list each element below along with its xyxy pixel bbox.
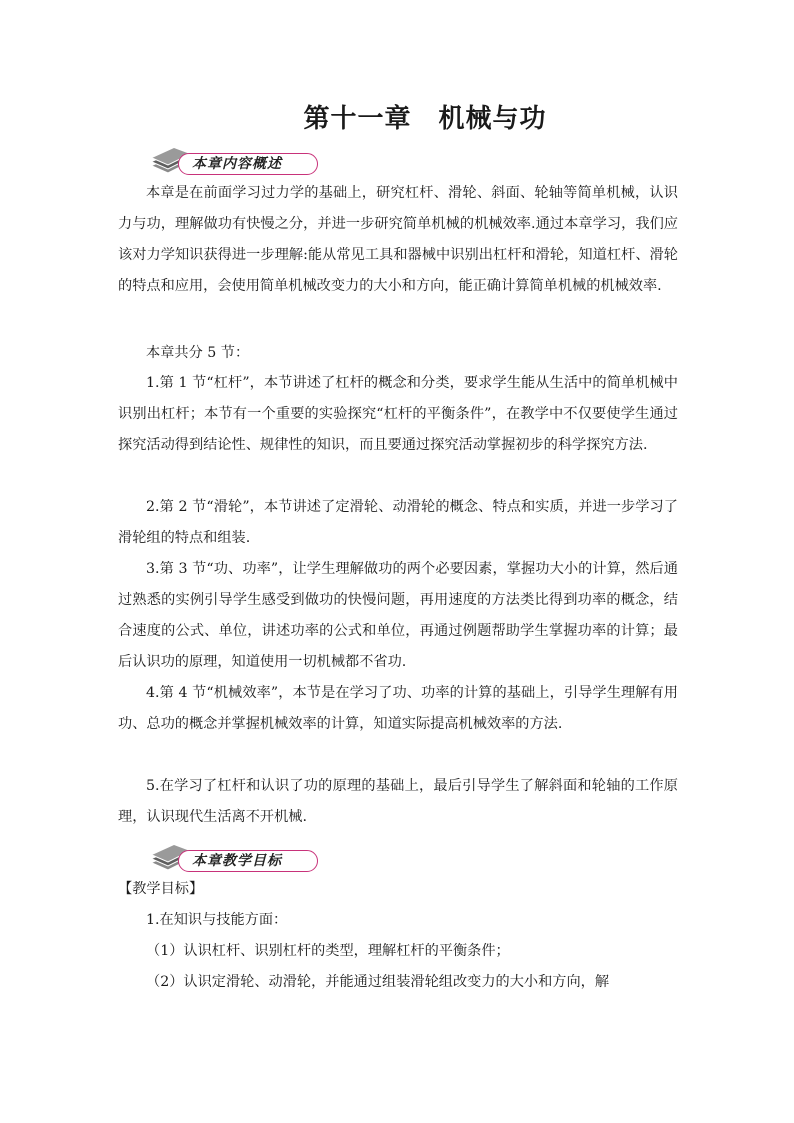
section-badge-overview <box>148 146 320 178</box>
intro-paragraph: 本章是在前面学习过力学的基础上，研究杠杆、滑轮、斜面、轮轴等简单机械，认识力与功，理解做功有快慢之分，并进一步研究简单机械的机械效率.通过本章学习，我们应该对力学知识获得进一步理解:能从常见工具和器械中识别出杠杆和滑轮，知道杠杆、滑轮的特点和应用，会使用简单机械改变力的大小和方向，能正确计算简单机械的机械效率. <box>118 185 678 294</box>
section-heading: 本章教学目标 <box>192 853 282 869</box>
goals-subheading: 【教学目标】 <box>118 881 204 897</box>
section-badge-goals <box>148 843 320 875</box>
section-heading: 本章内容概述 <box>192 156 282 172</box>
list-item: 4.第 4 节“机械效率”，本节是在学习了功、功率的计算的基础上，引导学生理解有用功、总功的概念并掌握机械效率的计算，知道实际提高机械效率的方法. <box>118 685 678 732</box>
chapter-title: 第十一章 机械与功 <box>303 104 547 134</box>
list-item: 5.在学习了杠杆和认识了功的原理的基础上，最后引导学生了解斜面和轮轴的工作原理，认识现代生活离不开机械. <box>118 778 678 825</box>
goal-subpoint: （2）认识定滑轮、动滑轮，并能通过组装滑轮组改变力的大小和方向，解 <box>146 974 610 990</box>
goal-subpoint: （1）认识杠杆、识别杠杆的类型，理解杠杆的平衡条件； <box>146 943 510 959</box>
sections-count: 本章共分 5 节： <box>146 345 250 361</box>
list-item: 1.第 1 节“杠杆”，本节讲述了杠杆的概念和分类，要求学生能从生活中的简单机械中识别出杠杆；本节有一个重要的实验探究“杠杆的平衡条件”，在教学中不仅要使学生通过探究活动得到结论性、规律性的知识，而且要通过探究活动掌握初步的科学探究方法. <box>118 375 678 453</box>
goal-point: 1.在知识与技能方面： <box>146 912 288 928</box>
list-item: 3.第 3 节“功、功率”，让学生理解做功的两个必要因素，掌握功大小的计算，然后通过熟悉的实例引导学生感受到做功的快慢问题，再用速度的方法类比得到功率的概念，结合速度的公式、单位，讲述功率的公式和单位，再通过例题帮助学生掌握功率的计算；最后认识功的原理，知道使用一切机械都不省功. <box>118 561 678 670</box>
list-item: 2.第 2 节“滑轮”，本节讲述了定滑轮、动滑轮的概念、特点和实质，并进一步学习了滑轮组的特点和组装. <box>118 499 678 546</box>
